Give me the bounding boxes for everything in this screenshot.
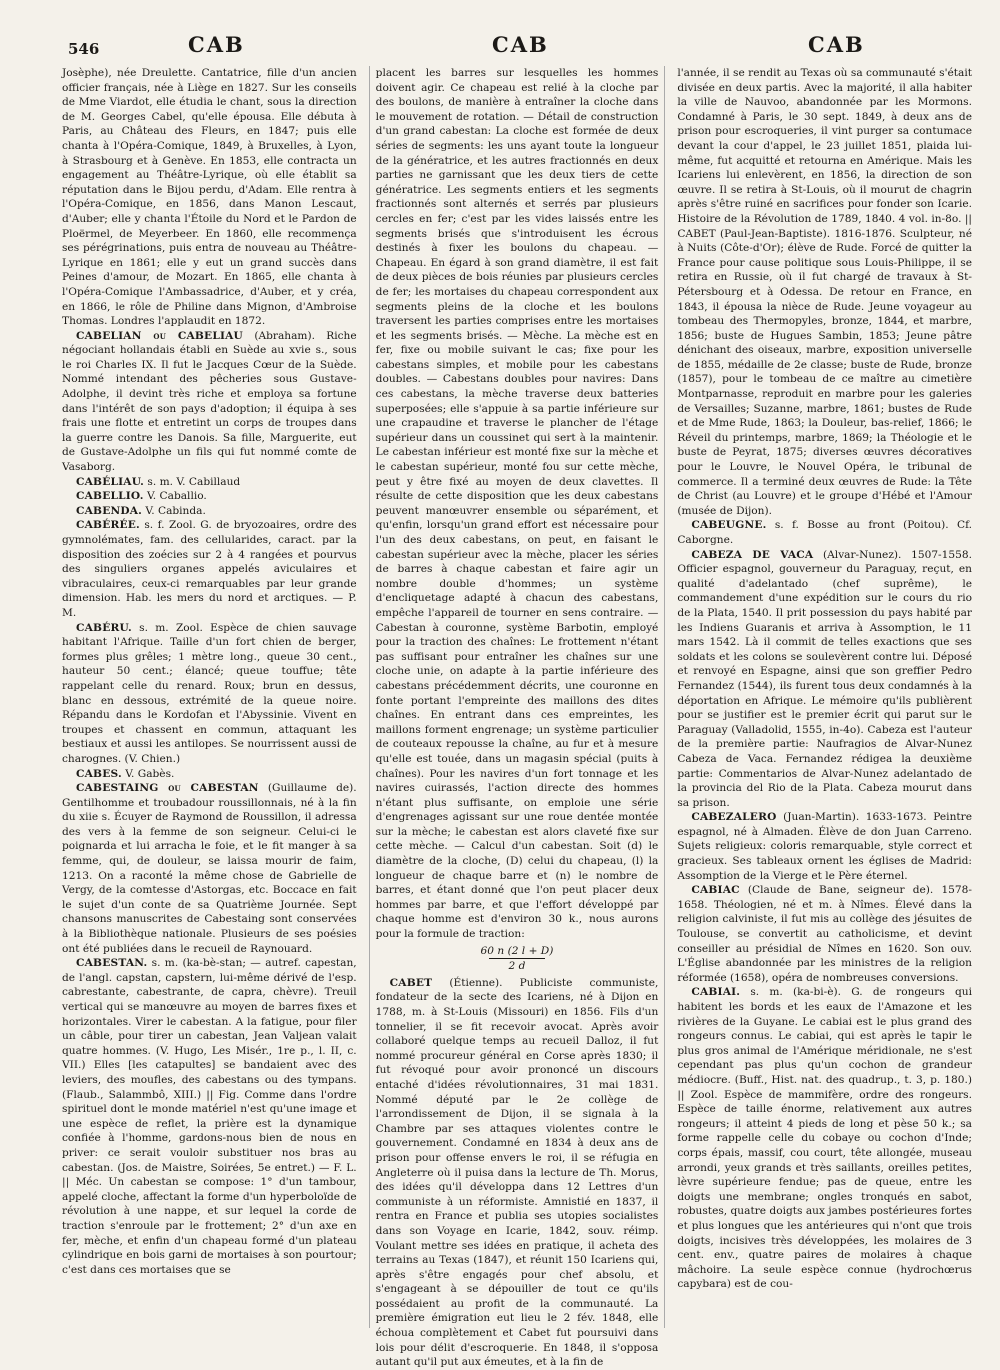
dictionary-entry xyxy=(62,504,357,519)
entry-headword: CABELLIO. xyxy=(76,490,144,503)
entry-text: s. m. Zool. Espèce de chien sauvage habitant l'Afrique. Taille d'un fort chien de berger, formes plus grêles; 1 mètre long., queue 30 cent., hauteur 50 cent.; élancé; queue touffue; tête rappelant celle du renard. Roux; brun en dessus, blanc en dessous, extrémité de la queue noire. Répandu dans le Kordofan et l'Abyssinie. Vivent en troupes et chassent en commun, attaquant les bestiaux et aussi les antilopes. Se nourrissent aussi de charognes. (V. Chien.) xyxy=(62,621,357,765)
dictionary-entry xyxy=(62,66,357,329)
traction-formula xyxy=(376,944,659,974)
running-head-center: CAB xyxy=(492,32,549,57)
entry-headword: CABENDA. xyxy=(76,504,143,517)
running-head-left: CAB xyxy=(188,32,245,57)
dictionary-entry xyxy=(376,976,659,1370)
column-middle xyxy=(369,66,666,1369)
entry-text: (Guillaume de). Gentilhomme et troubadour roussillonnais, né à la fin du xiie s. Écuyer de Raymond de Roussillon, il adressa des vers à la femme de son seigneur. Celui-ci le poignarda et lui arracha le foie, et le fit manger à sa femme, qui, de douleur, se laissa mourir de faim, 1213. On a raconté la même chose de Gabrielle de Vergy, de la comtesse d'Astorgas, etc. Boccace en fait le sujet d'un conte de sa Quatrième Journée. Sept chansons manuscrites de Cabestaing sont conservées à la Bibliothèque nationale. Plusieurs de ses poésies ont été publiées dans le recueil de Raynouard. xyxy=(62,782,357,955)
entry-text: (Étienne). Publiciste communiste, fondateur de la secte des Icariens, né à Dijon en 1788, m. à St-Louis (Missouri) en 1856. Fils d'un tonnelier, il se fit recevoir avocat. Après avoir collaboré quelque temps au recueil Dalloz, il fut nommé procureur général en Corse après 1830; il fut révoqué pour avoir prononcé un discours entaché d'idées révolutionnaires, 31 mai 1831. Nommé député par le 2e collège de l'arrondissement de Dijon, il se signala à la Chambre par ses attaques violentes contre le gouvernement. Condamné en 1834 à deux ans de prison pour offense envers le roi, il se réfugia en Angleterre où il puisa dans la lecture de Th. Morus, des idées qu'il développa dans 12 Lettres d'un communiste à un réformiste. Amnistié en 1837, il rentra en France et publia ses utopies socialistes dans son Voyage en Icarie, 1842, souv. réimp. Voulant mettre ses idées en pratique, il acheta des terrains au Texas (1847), et réunit 150 Icariens qui, après s'être engagés pour chef absolu, et s'engageant à se dépouiller de tout ce qu'ils possédaient au profit de la communauté. La première émigration eut lieu le 2 fév. 1848, elle échoua complètement et Cabet fut poursuivi dans lois pour délit d'escroquerie. En 1848, il s'opposa autant qu'il put aux émeutes, et à la fin de xyxy=(375,976,659,1369)
entry-text: l'année, il se rendit au Texas où sa communauté s'était divisée en deux partis. Avec la majorité, il alla habiter la ville de Nauvoo, abandonnée par les Mormons. Condamné à Paris, le 30 sept. 1849, à deux ans de prison pour escroqueries, il vint purger sa contumace devant la cour d'appel, le 23 juillet 1851, plaida lui-même, fut acquitté et retourna en Amérique. Mais les Icariens lui enlevèrent, en 1856, la direction de son œuvre. Il se retira à St-Louis, où il mourut de chagrin après s'être ruiné en sacrifices pour fonder son Icarie. Histoire de la Révolution de 1789, 1840. 4 vol. in-8o. || CABET (Paul-Jean-Baptiste). 1816-1876. Sculpteur, né à Nuits (Côte-d'Or); élève de Rude. Forcé de quitter la France pour cause politique sous Louis-Philippe, il se retira en Russie, où il fut chargé de travaux à St-Pétersbourg et à Odessa. De retour en France, en 1843, il épousa la nièce de Rude. Jeune voyageur au tombeau des Thermopyles, bronze, 1844, et marbre, 1856; buste de Hugues Sambin, 1853; Jeune pâtre dénichant des oiseaux, marbre, exposition universelle de 1855, médaille de 2e classe; buste de Rude, bronze (1857), pour le tombeau de ce maître au cimetière Montparnasse, reproduit en marbre pour les galeries de Versailles; Suzanne, marbre, 1861; bustes de Rude et de Mme Rude, 1863; la Douleur, bas-relief, 1866; le Réveil du printemps, marbre, 1869; la Théologie et le buste de Peyrat, 1875; diverses œuvres décoratives pour le Louvre, le Nouvel Opéra, le tribunal de commerce. Il a terminé deux œuvres de Rude: la Tête de Christ (au Louvre) et le groupe d'Hébé et l'Amour (musée de Dijon). xyxy=(677,67,972,517)
entry-text: s. m. (ka-bè-stan; — autref. capestan, de l'angl. capstan, capstern, lui-même dérivé de l'esp. cabrestante, cabestrante, de capra, chèvre). Treuil vertical qui se manœuvre au moyen de barres fixes et horizontales. Virer le cabestan. A la fatigue, pour filer un câble, pour tirer un cabestan, Jean Valjean valait quatre hommes. (V. Hugo, Les Misér., 1re p., l. II, c. VII.) Elles [les catapultes] se bandaient avec des leviers, des moufles, des cabestans ou des tympans. (Flaub., Salammbô, XIII.) || Fig. Comme dans l'ordre spirituel dont le monde matériel n'est qu'une image et une espèce de reflet, la prière est la dynamique confiée à l'homme, gardons-nous bien de nous en priver: ce serait vouloir substituer nos bras au cabestan. (Jos. de Maistre, Soirées, 5e entret.) — F. L. || Méc. Un cabestan se compose: 1° d'un tambour, appelé cloche, affectant la forme d'un hyperboloïde de révolution à une nappe, et sur lequel la corde de traction s'enroule par le frottement; 2° d'un axe en fer, mèche, et enfin d'un chapeau formé d'un plateau cylindrique en bois garni de mortaises à son pourtour; c'est dans ces mortaises que se xyxy=(62,957,357,1276)
dictionary-entry xyxy=(62,329,357,475)
entry-text: placent les barres sur lesquelles les hommes doivent agir. Ce chapeau est relié à la cloche par des boulons, de manière à entraîner la cloche dans le mouvement de rotation. — Détail de construction d'un grand cabestan: La cloche est formée de deux séries de segments: les uns ayant toute la longueur de la génératrice, et les autres fractionnés en deux parties ne garnissant que les deux tiers de cette génératrice. Les segments entiers et les segments fractionnés sont alternés et serrés par plusieurs cercles en fer; c'est par les vides laissés entre les segments brisés que s'introduisent les écrous destinés à fixer les boulons du chapeau. — Chapeau. En égard à son grand diamètre, il est fait de deux pièces de bois réunies par plusieurs cercles de fer; les mortaises du chapeau correspondent aux segments pleins de la cloche et les boulons traversent les parties comprises entre les mortaises et les segments brisés. — Mèche. La mèche est en fer, fixe ou mobile suivant le cas; fixe pour les cabestans simples, et mobile pour les cabestans doubles. — Cabestans doubles pour navires: Dans ces cabestans, la mèche traverse deux batteries superposées; elle s'appuie à sa partie inférieure sur une crapaudine et traverse le plancher de l'étage supérieur dans un coussinet qui sert à la maintenir. Le cabestan inférieur est monté fixe sur la mèche et le cabestan supérieur, monté fou sur cette mèche, peut y être fixé au moyen de deux clavettes. Il résulte de cette disposition que les deux cabestans peuvent manœuvrer ensemble ou séparément, et qu'enfin, lorsqu'un grand effort est nécessaire pour l'un des deux cabestans, on peut, en faisant le cabestan supérieur avec la mèche, placer les séries de barres à chaque cabestan et faire agir un nombre double d'hommes; un système d'encliquetage adapté à chacun des cabestans, empêche l'appareil de tourner en sens contraire. — Cabestan à couronne, système Barbotin, employé pour la traction des chaînes: Le frottement n'étant pas suffisant pour entraîner les chaînes sur une cloche unie, on adapte à la partie inférieure des cabestans précédemment décrits, une couronne en fonte portant l'empreinte des maillons des dites chaînes. En entrant dans ces empreintes, les maillons forment engrenage; un système particulier de couteaux repousse la chaîne, au fur et à mesure qu'elle est touée, dans un magasin spécial (puits à chaînes). Pour les navires d'un fort tonnage et les navires cuirassés, l'action directe des hommes n'étant plus suffisante, on emploie une série d'engrenages agissant sur une roue dentée montée sur la mèche; le cabestan est alors claveté fixe sur cette mèche. — Calcul d'un cabestan. Soit (d) le diamètre de la cloche, (D) celui du chapeau, (l) la longueur de chaque barre et (n) le nombre de barres, et étant donné que l'on peut placer deux hommes par barre, et que l'effort développé par chaque homme est d'environ 30 k., nous aurons pour la formule de traction: xyxy=(375,67,659,941)
dictionary-entry xyxy=(62,621,357,767)
entry-text: (Claude de Bane, seigneur de). 1578-1658. Théologien, né et m. à Nîmes. Élevé dans la religion calviniste, il fut mis au collège des jésuites de Toulouse, se convertit au catholicisme, et devint conseiller au présidial de Nîmes en 1620. Son ouv. L'Église abandonnée par les ministres de la religion réformée (1658), opéra de nombreuses conversions. xyxy=(677,884,972,984)
dictionary-entry xyxy=(677,883,972,985)
dictionary-entry xyxy=(62,956,357,1277)
entry-text: V. Cabinda. xyxy=(142,504,206,517)
entry-headword: CABÉRÉE. xyxy=(76,519,140,532)
dictionary-entry xyxy=(62,518,357,620)
running-head-right: CAB xyxy=(808,32,865,57)
entry-text: Josèphe), née Dreulette. Cantatrice, fille d'un ancien officier français, née à Liège en 1827. Sur les conseils de Mme Viardot, elle étudia le chant, sous la direction de M. Georges Cabel, qu'elle épousa. Elle débuta à Paris, au Château des Fleurs, en 1847; puis elle chanta à l'Opéra-Comique, 1849, à Bruxelles, à Lyon, à Strasbourg et à Genève. En 1853, elle contracta un engagement au Théâtre-Lyrique, où elle établit sa réputation dans le Bijou perdu, d'Adam. Elle rentra à l'Opéra-Comique, en 1856, dans Manon Lescaut, d'Auber; elle y chanta l'Étoile du Nord et le Pardon de Ploërmel, de Meyerbeer. En 1860, elle recommença ses pérégrinations, puis entra de nouveau au Théâtre-Lyrique en 1861; elle y eut un grand succès dans Peines d'amour, de Mozart. En 1865, elle chanta à l'Opéra-Comique l'Ambassadrice, d'Auber, et y créa, en 1866, le rôle de Philine dans Mignon, d'Ambroise Thomas. Londres l'applaudit en 1872. xyxy=(62,67,357,328)
formula-denominator: 2 d xyxy=(489,958,546,974)
entry-headword: CABET xyxy=(389,976,433,989)
entry-text: V. Gabès. xyxy=(121,767,175,780)
entry-text: s. f. Bosse au front (Poitou). Cf. Caborgne. xyxy=(677,519,972,546)
entry-headword: CABELIAN ou CABELIAU xyxy=(76,329,243,342)
page-number: 546 xyxy=(68,40,100,58)
entry-headword: CABESTAN. xyxy=(76,957,148,970)
dictionary-entry xyxy=(62,489,357,504)
dictionary-entry xyxy=(376,66,659,942)
dictionary-entry xyxy=(62,475,357,490)
formula-numerator: 60 n (2 l + D) xyxy=(480,944,554,957)
dictionary-entry xyxy=(677,548,972,811)
entry-headword: CABEUGNE. xyxy=(691,519,767,532)
entry-text: s. m. (ka-bi-è). G. de rongeurs qui habitent les bords et les eaux de l'Amazone et les rivières de la Guyane. Le cabiai est le plus grand des rongeurs connus. Le cabiai, qui est après le tapir le plus gros animal de l'Amérique méridionale, ne s'est cependant pas plus qu'un cochon de grandeur médiocre. (Buff., Hist. nat. des quadrup., t. 3, p. 180.) || Zool. Espèce de mammifère, ordre des rongeurs. Espèce de taille énorme, relativement aux autres rongeurs; il atteint 4 pieds de long et pèse 50 k.; sa forme rappelle celle du cobaye ou cochon d'Inde; corps épais, massif, cou court, tête allongée, museau arrondi, yeux grands et très saillants, oreilles petites, lèvre supérieure fendue; pas de queue, entre les doigts une membrane; ongles tronqués en sabot, robustes, quatre doigts aux jambes postérieures fortes et plus longues que les antérieures qui n'ont que trois doigts, incisives très développées, les molaires de 3 cent. env., quatre paires de molaires à chaque mâchoire. La seule espèce connue (hydrochœrus capybara) est de cou- xyxy=(677,986,972,1291)
entry-text: (Alvar-Nunez). 1507-1558. Officier espagnol, gouverneur du Paraguay, reçut, en qualité d'adelantado (chef suprême), le commandement d'une expédition sur le cours du rio de la Plata, 1540. Il prit possession du pays habité par les Indiens Guaranis et arriva à Assomption, le 11 mars 1542. Là il commit de telles exactions que ses soldats et les colons se soulevèrent contre lui. Déposé et renvoyé en Espagne, ainsi que son greffier Pedro Fernandez (1544), ils furent tous deux condamnés à la déportation en Afrique. Le mémoire qu'ils publièrent pour se justifier est le premier écrit qui parut sur le Paraguay (Valladolid, 1555, in-4o). Cabeza est l'auteur de la première partie: Naufragios de Alvar-Nunez Cabeza de Vaca. Fernandez rédigea la deuxième partie: Commentarios de Alvar-Nunez adelantado de la provincia del Rio de la Plata. Cabeza mourut dans sa prison. xyxy=(677,548,972,809)
entry-headword: CABEZA DE VACA xyxy=(691,548,814,561)
dictionary-entry xyxy=(677,518,972,547)
dictionary-entry xyxy=(677,66,972,518)
entry-text: V. Caballio. xyxy=(143,490,207,503)
entry-text: (Abraham). Riche négociant hollandais établi en Suède au xvie s., sous le roi Charles IX. Il fut le Jacques Cœur de la Suède. Nommé intendant des pêcheries sous Gustave-Adolphe, il devint très riche et employa sa fortune dans l'intérêt de son pays d'adoption; il équipa à ses frais une flotte et entretint un corps de troupes dans la guerre contre les Danois. Sa fille, Marguerite, eut de Gustave-Adolphe un fils qui fut nommé comte de Vasaborg. xyxy=(62,329,357,474)
column-left xyxy=(62,66,357,1328)
entry-text: (Juan-Martin). 1633-1673. Peintre espagnol, né à Almaden. Élève de don Juan Carreno. Sujets religieux: coloris remarquable, style correct et gracieux. Ses tableaux ornent les églises de Madrid: Assomption de la Vierge et le Père éternel. xyxy=(677,811,972,882)
page-header xyxy=(0,26,1000,66)
entry-headword: CABÉRU. xyxy=(76,621,132,634)
entry-headword: CABEZALERO xyxy=(691,811,777,824)
dictionary-entry xyxy=(677,985,972,1291)
dictionary-entry xyxy=(62,781,357,956)
entry-text: s. m. V. Cabillaud xyxy=(144,475,241,488)
entry-headword: CABES. xyxy=(76,767,122,780)
dictionary-entry xyxy=(677,810,972,883)
dictionary-entry xyxy=(62,767,357,782)
entry-headword: CABÉLIAU. xyxy=(76,475,145,488)
entry-text: s. f. Zool. G. de bryozoaires, ordre des gymnolémates, fam. des cellularides, caract. par la disposition des zoécies sur 2 à 4 rangées et pourvus des singuliers organes appelés aviculaires et vibraculaires, ceux-ci remarquables par leur grande dimension. Hab. les mers du nord et arctiques. — P. M. xyxy=(62,519,357,619)
entry-headword: CABESTAING ou CABESTAN xyxy=(76,782,259,795)
column-right xyxy=(677,66,972,1328)
text-columns xyxy=(62,66,972,1369)
entry-headword: CABIAI. xyxy=(691,986,741,999)
entry-headword: CABIAC xyxy=(691,884,740,897)
